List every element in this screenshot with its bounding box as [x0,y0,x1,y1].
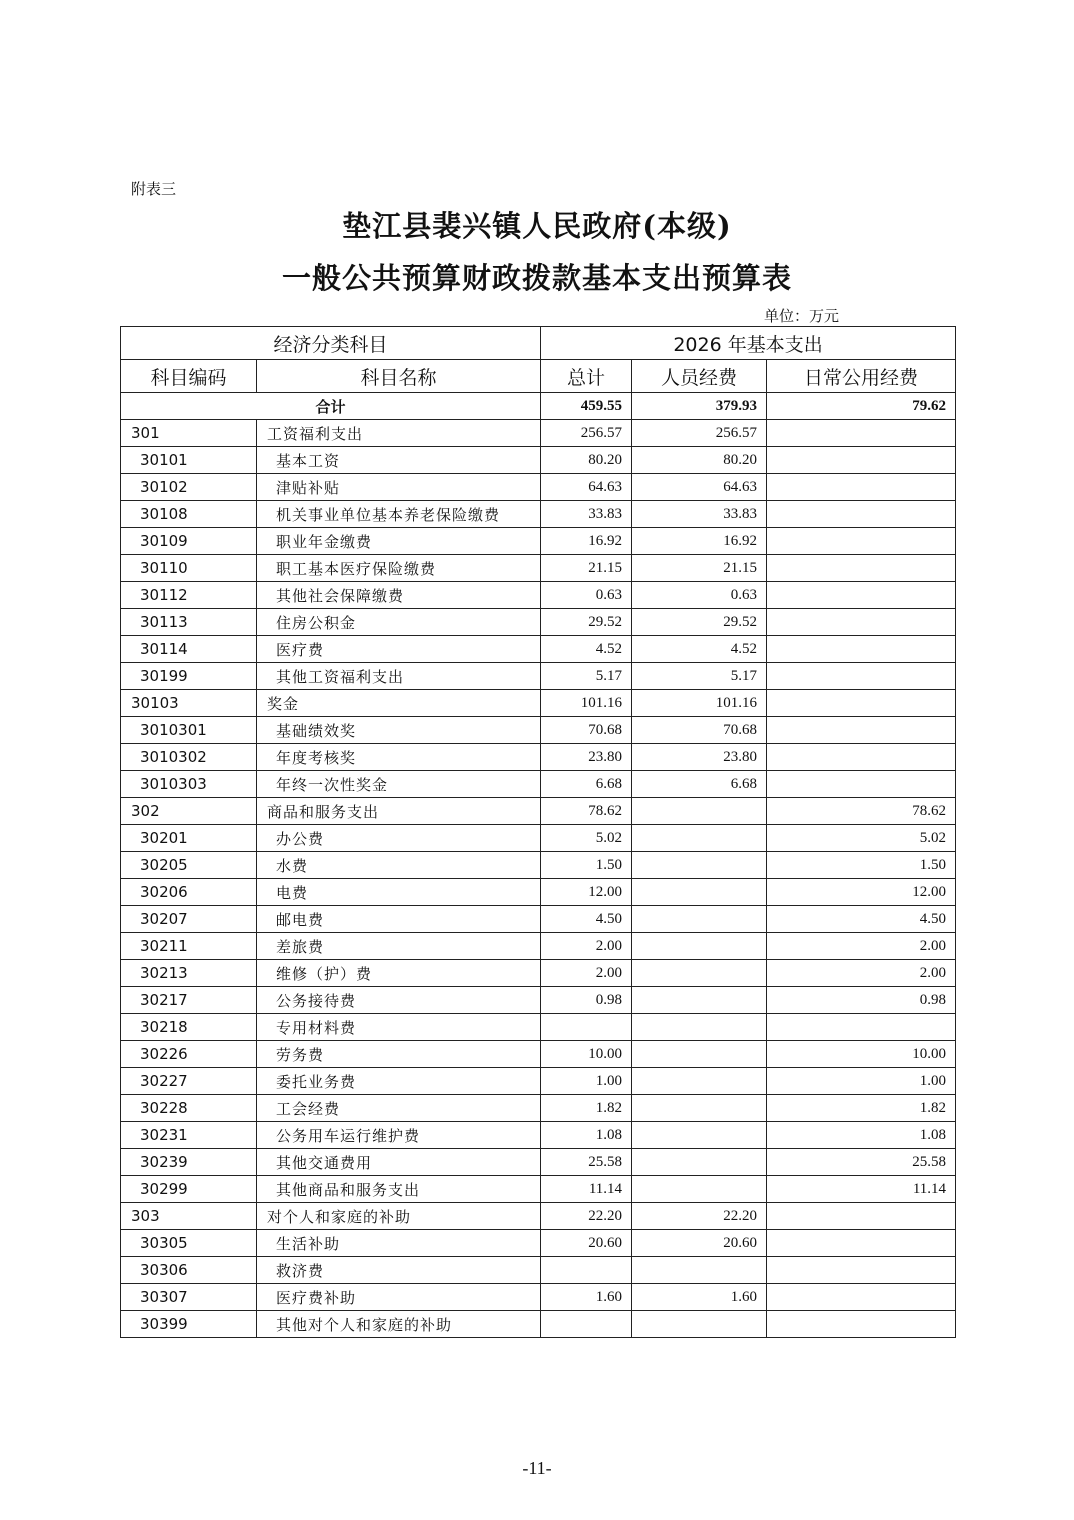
cell-total: 0.63 [541,582,632,609]
cell-code: 3010302 [121,744,257,771]
column-header-row [121,360,956,393]
cell-name: 水费 [257,852,541,879]
table-row [121,1122,956,1149]
cell-public: 1.82 [767,1095,956,1122]
cell-total: 33.83 [541,501,632,528]
cell-public: 4.50 [767,906,956,933]
cell-personnel: 33.83 [632,501,767,528]
table-row [121,1284,956,1311]
cell-code: 30199 [121,663,257,690]
table-row [121,1014,956,1041]
cell-name: 机关事业单位基本养老保险缴费 [257,501,541,528]
column-header-personnel: 人员经费 [632,360,767,393]
cell-total: 16.92 [541,528,632,555]
cell-personnel [632,1149,767,1176]
cell-name: 公务用车运行维护费 [257,1122,541,1149]
table-row [121,501,956,528]
cell-personnel: 5.17 [632,663,767,690]
table-row [121,420,956,447]
cell-public: 2.00 [767,960,956,987]
table-body [121,393,956,1338]
cell-personnel: 29.52 [632,609,767,636]
cell-public: 10.00 [767,1041,956,1068]
cell-public: 78.62 [767,798,956,825]
cell-public: 1.50 [767,852,956,879]
cell-personnel: 6.68 [632,771,767,798]
cell-total: 101.16 [541,690,632,717]
table-row [121,825,956,852]
table-row [121,879,956,906]
table-row [121,906,956,933]
cell-personnel [632,1257,767,1284]
cell-total: 5.02 [541,825,632,852]
cell-total: 11.14 [541,1176,632,1203]
cell-personnel [632,933,767,960]
cell-personnel [632,1095,767,1122]
cell-public: 1.08 [767,1122,956,1149]
cell-public: 25.58 [767,1149,956,1176]
table-row [121,960,956,987]
total-public: 79.62 [767,393,956,420]
cell-code: 30206 [121,879,257,906]
cell-name: 维修（护）费 [257,960,541,987]
column-header-code: 科目编码 [121,360,257,393]
cell-total: 29.52 [541,609,632,636]
cell-code: 30213 [121,960,257,987]
cell-code: 30102 [121,474,257,501]
cell-public [767,1284,956,1311]
cell-public [767,582,956,609]
cell-total [541,1014,632,1041]
cell-name: 住房公积金 [257,609,541,636]
cell-total: 1.50 [541,852,632,879]
cell-code: 30239 [121,1149,257,1176]
cell-code: 30305 [121,1230,257,1257]
total-label: 合计 [121,393,541,420]
annex-label: 附表三 [131,180,177,198]
cell-total [541,1311,632,1338]
cell-code: 30226 [121,1041,257,1068]
cell-code: 30218 [121,1014,257,1041]
cell-total: 20.60 [541,1230,632,1257]
cell-code: 30306 [121,1257,257,1284]
table-row [121,528,956,555]
table-row [121,1311,956,1338]
cell-total: 6.68 [541,771,632,798]
cell-public [767,771,956,798]
cell-total: 12.00 [541,879,632,906]
table-row [121,1230,956,1257]
cell-personnel: 16.92 [632,528,767,555]
cell-total: 1.00 [541,1068,632,1095]
cell-total: 1.08 [541,1122,632,1149]
table-row [121,1095,956,1122]
unit-label: 单位：万元 [764,307,840,325]
cell-personnel: 4.52 [632,636,767,663]
table-row [121,663,956,690]
cell-name: 救济费 [257,1257,541,1284]
cell-public [767,663,956,690]
total-personnel: 379.93 [632,393,767,420]
cell-code: 30109 [121,528,257,555]
cell-name: 其他工资福利支出 [257,663,541,690]
cell-public [767,420,956,447]
cell-public [767,501,956,528]
cell-public [767,474,956,501]
cell-code: 302 [121,798,257,825]
cell-total: 256.57 [541,420,632,447]
column-header-public: 日常公用经费 [767,360,956,393]
table-row [121,690,956,717]
table-row [121,852,956,879]
cell-name: 其他社会保障缴费 [257,582,541,609]
cell-name: 工资福利支出 [257,420,541,447]
cell-total: 23.80 [541,744,632,771]
cell-personnel [632,1176,767,1203]
cell-code: 30399 [121,1311,257,1338]
table-row [121,474,956,501]
table-row [121,1176,956,1203]
cell-name: 商品和服务支出 [257,798,541,825]
cell-personnel: 256.57 [632,420,767,447]
cell-name: 电费 [257,879,541,906]
cell-name: 办公费 [257,825,541,852]
cell-public [767,528,956,555]
cell-personnel: 22.20 [632,1203,767,1230]
cell-public [767,609,956,636]
cell-public: 2.00 [767,933,956,960]
cell-code: 30201 [121,825,257,852]
cell-code: 30207 [121,906,257,933]
cell-name: 奖金 [257,690,541,717]
cell-total: 10.00 [541,1041,632,1068]
cell-code: 30112 [121,582,257,609]
cell-code: 30110 [121,555,257,582]
cell-code: 30217 [121,987,257,1014]
cell-code: 30211 [121,933,257,960]
table-row [121,555,956,582]
cell-name: 医疗费补助 [257,1284,541,1311]
cell-name: 医疗费 [257,636,541,663]
cell-total: 2.00 [541,933,632,960]
cell-personnel [632,1122,767,1149]
page-subtitle: 一般公共预算财政拨款基本支出预算表 [281,261,792,295]
table-row [121,933,956,960]
cell-personnel [632,906,767,933]
cell-code: 30108 [121,501,257,528]
cell-name: 职业年金缴费 [257,528,541,555]
table-row [121,447,956,474]
cell-public [767,1014,956,1041]
cell-personnel [632,798,767,825]
cell-personnel [632,1014,767,1041]
cell-total: 4.50 [541,906,632,933]
table-row [121,1068,956,1095]
cell-public [767,690,956,717]
cell-total: 0.98 [541,987,632,1014]
cell-public [767,555,956,582]
cell-name: 基础绩效奖 [257,717,541,744]
cell-total: 22.20 [541,1203,632,1230]
cell-public: 12.00 [767,879,956,906]
cell-name: 职工基本医疗保险缴费 [257,555,541,582]
table-row [121,582,956,609]
table-row [121,987,956,1014]
cell-personnel [632,1068,767,1095]
cell-personnel: 70.68 [632,717,767,744]
cell-personnel [632,1311,767,1338]
cell-total: 64.63 [541,474,632,501]
cell-personnel [632,1041,767,1068]
budget-table [120,326,956,1338]
cell-code: 30227 [121,1068,257,1095]
cell-public: 11.14 [767,1176,956,1203]
total-row [121,393,956,420]
cell-personnel: 20.60 [632,1230,767,1257]
cell-name: 其他对个人和家庭的补助 [257,1311,541,1338]
cell-total: 2.00 [541,960,632,987]
cell-public: 1.00 [767,1068,956,1095]
cell-total: 25.58 [541,1149,632,1176]
cell-code: 301 [121,420,257,447]
table-row [121,609,956,636]
cell-name: 工会经费 [257,1095,541,1122]
cell-name: 年度考核奖 [257,744,541,771]
cell-total: 78.62 [541,798,632,825]
cell-total [541,1257,632,1284]
cell-code: 30228 [121,1095,257,1122]
cell-code: 3010301 [121,717,257,744]
cell-code: 303 [121,1203,257,1230]
cell-name: 公务接待费 [257,987,541,1014]
total-sum: 459.55 [541,393,632,420]
cell-public [767,1257,956,1284]
cell-total: 4.52 [541,636,632,663]
cell-total: 21.15 [541,555,632,582]
cell-personnel [632,987,767,1014]
cell-personnel [632,825,767,852]
cell-public: 5.02 [767,825,956,852]
cell-public [767,1203,956,1230]
column-header-total: 总计 [541,360,632,393]
cell-personnel: 64.63 [632,474,767,501]
cell-personnel: 101.16 [632,690,767,717]
cell-name: 邮电费 [257,906,541,933]
cell-name: 生活补助 [257,1230,541,1257]
table-row [121,1149,956,1176]
table-row [121,717,956,744]
cell-personnel: 1.60 [632,1284,767,1311]
cell-name: 对个人和家庭的补助 [257,1203,541,1230]
cell-personnel: 21.15 [632,555,767,582]
cell-personnel: 80.20 [632,447,767,474]
cell-name: 专用材料费 [257,1014,541,1041]
table-row [121,636,956,663]
cell-total: 70.68 [541,717,632,744]
cell-code: 30103 [121,690,257,717]
cell-name: 其他商品和服务支出 [257,1176,541,1203]
cell-code: 3010303 [121,771,257,798]
cell-total: 1.60 [541,1284,632,1311]
group-header-row [121,327,956,360]
table-row [121,1041,956,1068]
cell-public [767,636,956,663]
cell-total: 1.82 [541,1095,632,1122]
column-header-name: 科目名称 [257,360,541,393]
cell-public: 0.98 [767,987,956,1014]
page-number: -11- [522,1458,552,1478]
cell-code: 30101 [121,447,257,474]
cell-code: 30307 [121,1284,257,1311]
cell-code: 30114 [121,636,257,663]
cell-name: 劳务费 [257,1041,541,1068]
cell-public [767,744,956,771]
cell-public [767,1311,956,1338]
cell-public [767,447,956,474]
table-row [121,798,956,825]
cell-name: 差旅费 [257,933,541,960]
table-row [121,1257,956,1284]
cell-code: 30205 [121,852,257,879]
cell-code: 30113 [121,609,257,636]
group-header-category: 经济分类科目 [121,327,541,360]
table-row [121,771,956,798]
cell-personnel [632,879,767,906]
cell-public [767,717,956,744]
cell-total: 5.17 [541,663,632,690]
cell-personnel: 0.63 [632,582,767,609]
cell-personnel [632,960,767,987]
cell-name: 委托业务费 [257,1068,541,1095]
cell-name: 基本工资 [257,447,541,474]
cell-personnel: 23.80 [632,744,767,771]
cell-name: 年终一次性奖金 [257,771,541,798]
cell-name: 津贴补贴 [257,474,541,501]
table-row [121,744,956,771]
cell-personnel [632,852,767,879]
cell-total: 80.20 [541,447,632,474]
page-title: 垫江县裴兴镇人民政府(本级) [342,209,732,243]
table-row [121,1203,956,1230]
cell-public [767,1230,956,1257]
cell-code: 30231 [121,1122,257,1149]
cell-name: 其他交通费用 [257,1149,541,1176]
cell-code: 30299 [121,1176,257,1203]
group-header-expenditure: 2026 年基本支出 [541,327,956,360]
